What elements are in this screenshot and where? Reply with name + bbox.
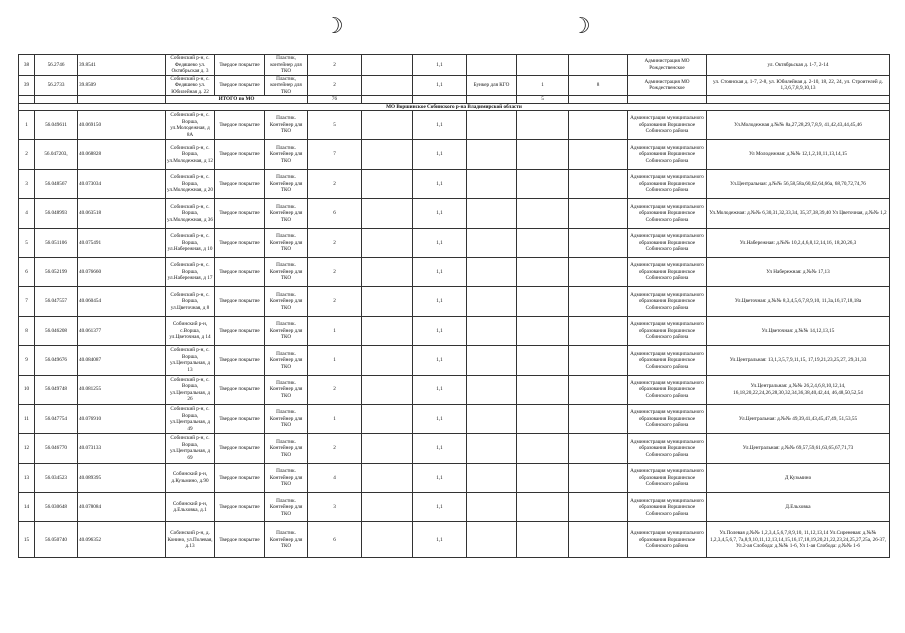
empty-cell (569, 346, 628, 375)
longitude-cell: 39.8541 (78, 55, 166, 76)
empty-cell (569, 404, 628, 433)
row-number-cell: 1 (19, 111, 35, 140)
empty-cell (362, 375, 413, 404)
longitude-cell: 40.078084 (78, 493, 166, 522)
latitude-cell: 56.047754 (35, 404, 78, 433)
empty-cell (517, 169, 569, 198)
container-count-cell: 2 (308, 169, 362, 198)
empty-cell (517, 111, 569, 140)
longitude-cell: 40.096352 (78, 522, 166, 558)
empty-cell (517, 316, 569, 345)
empty-cell (78, 96, 166, 104)
row-number-cell: 39 (19, 75, 35, 96)
address-cell: Собинский р-н, с. Ворша, ул.Цветочная, д 8 (166, 287, 215, 316)
container-count-cell: 2 (308, 375, 362, 404)
surface-cell: Твердое покрытие (215, 140, 265, 169)
owner-cell: Администрация муниципального образования Воршинское Собинского района (628, 199, 707, 228)
row-number-cell: 13 (19, 463, 35, 492)
served-houses-cell: Ул.Молодежная д.№№ 8а,27,28,29,7,8,9, 41,42,43,44,45,46 (707, 111, 890, 140)
container-volume-cell: 1,1 (413, 346, 467, 375)
owner-cell: Администрация муниципального образования Воршинское Собинского района (628, 375, 707, 404)
empty-cell (467, 404, 517, 433)
latitude-cell: 56.046208 (35, 316, 78, 345)
address-cell: Собинский р-н, с. Федяшево ул. Юбилейная д. 22 (166, 75, 215, 96)
address-cell: Собинский р-н, с. Федяшево ул. Октябрьская д. 3 (166, 55, 215, 76)
served-houses-cell: Ул.Набережная: д.№№ 10,2,4,6,8,12,14,16, 18,20,26,3 (707, 228, 890, 257)
container-volume-cell: 1,1 (413, 316, 467, 345)
row-number-cell: 5 (19, 228, 35, 257)
surface-cell: Твердое покрытие (215, 75, 265, 96)
container-type-cell: Пластик. Контейнер для ТКО (265, 522, 308, 558)
empty-cell (362, 493, 413, 522)
surface-cell: Твердое покрытие (215, 169, 265, 198)
served-houses-cell: Д.Ельховка (707, 493, 890, 522)
table-row (19, 55, 890, 76)
empty-cell (413, 96, 467, 104)
empty-cell (362, 316, 413, 345)
table-row (19, 169, 890, 198)
empty-cell (467, 169, 517, 198)
row-number-cell: 2 (19, 140, 35, 169)
container-volume-cell: 1,1 (413, 463, 467, 492)
container-volume-cell: 1,1 (413, 522, 467, 558)
longitude-cell: 40.076910 (78, 404, 166, 433)
row-number-cell: 3 (19, 169, 35, 198)
subtotal-count: 76 (308, 96, 362, 104)
extra-container-count-cell (517, 55, 569, 76)
empty-cell (467, 140, 517, 169)
latitude-cell: 56.050740 (35, 522, 78, 558)
empty-cell (467, 493, 517, 522)
latitude-cell: 56.051106 (35, 228, 78, 257)
table-row (19, 404, 890, 433)
latitude-cell: 56.034523 (35, 463, 78, 492)
container-count-cell: 5 (308, 111, 362, 140)
empty-cell (362, 463, 413, 492)
container-count-cell: 1 (308, 316, 362, 345)
container-count-cell: 4 (308, 463, 362, 492)
served-houses-cell: Ул.Центральная: д.№№ 49,39,41,43,45,47,49, 51,53,55 (707, 404, 890, 433)
container-type-cell: Пластик. Контейнер для ТКО (265, 228, 308, 257)
served-houses-cell: Ул.Центральная: д.№№ 69,57,59,61,63,65,67,71,73 (707, 434, 890, 463)
address-cell: Собинский р-н, с. Ворша, ул.Молодежная, д 36 (166, 199, 215, 228)
extra-container-volume-cell: 8 (569, 75, 628, 96)
container-type-cell: Пластик. Контейнер для ТКО (265, 287, 308, 316)
empty-cell (467, 228, 517, 257)
row-number-cell: 38 (19, 55, 35, 76)
served-houses-cell: Ул.Цветочная: д.№№ 14,12,13,15 (707, 316, 890, 345)
empty-cell (569, 434, 628, 463)
empty-cell (569, 493, 628, 522)
empty-cell (569, 111, 628, 140)
container-type-cell: Пластик. Контейнер для ТКО (265, 111, 308, 140)
container-type-cell: Пластик. Контейнер для ТКО (265, 434, 308, 463)
empty-cell (362, 287, 413, 316)
address-cell: Собинский р-н, д.Ельховка, д.1 (166, 493, 215, 522)
container-type-cell: Пластик. Контейнер для ТКО (265, 257, 308, 286)
empty-cell (467, 257, 517, 286)
owner-cell: Администрация муниципального образования Воршинское Собинского района (628, 316, 707, 345)
longitude-cell: 40.060454 (78, 287, 166, 316)
longitude-cell: 39.8509 (78, 75, 166, 96)
empty-cell (569, 140, 628, 169)
served-houses-cell: Ул.Молодежная: д.№№ 6,30,31,32,33,34, 35,37,38,39,40 Ул Цветочная, д.№№ 1,2 (707, 199, 890, 228)
owner-cell: Администрация муниципального образования Воршинское Собинского района (628, 287, 707, 316)
empty-cell (467, 316, 517, 345)
address-cell: Собинский р-н, с.Ворша, ул.Цветочная, д 14 (166, 316, 215, 345)
empty-cell (517, 228, 569, 257)
empty-cell (467, 346, 517, 375)
empty-cell (707, 96, 890, 104)
address-cell: Собинский р-н, с. Ворша, ул.Молодежная, д 20 (166, 169, 215, 198)
empty-cell (569, 228, 628, 257)
table-row (19, 522, 890, 558)
empty-cell (467, 375, 517, 404)
surface-cell: Твердое покрытие (215, 111, 265, 140)
empty-cell (517, 404, 569, 433)
row-number-cell: 9 (19, 346, 35, 375)
subtotal-extra-count: 5 (517, 96, 569, 104)
empty-cell (628, 96, 707, 104)
surface-cell: Твердое покрытие (215, 522, 265, 558)
container-volume-cell: 1,1 (413, 257, 467, 286)
empty-cell (362, 257, 413, 286)
row-number-cell: 4 (19, 199, 35, 228)
address-cell: Собинский р-н, с. Ворша, ул.Молодежная, д 12 (166, 140, 215, 169)
latitude-cell: 56.049611 (35, 111, 78, 140)
empty-cell (362, 140, 413, 169)
empty-cell (467, 463, 517, 492)
table-row (19, 375, 890, 404)
address-cell: Собинский р-н, с. Ворша, ул.Центральная, д 49 (166, 404, 215, 433)
container-count-cell: 2 (308, 228, 362, 257)
table-row (19, 199, 890, 228)
owner-cell: Администрация муниципального образования Воршинское Собинского района (628, 257, 707, 286)
empty-cell (569, 96, 628, 104)
empty-cell (362, 434, 413, 463)
longitude-cell: 40.069150 (78, 111, 166, 140)
container-volume-cell: 1,1 (413, 111, 467, 140)
empty-cell (569, 522, 628, 558)
empty-cell (362, 228, 413, 257)
served-houses-cell: Д Кузьмино (707, 463, 890, 492)
container-volume-cell: 1,1 (413, 404, 467, 433)
address-cell: Собинский р-н, с. Ворша, ул.Центральная, д 69 (166, 434, 215, 463)
container-type-cell: Пластик. Контейнер для ТКО (265, 316, 308, 345)
table-row (19, 463, 890, 492)
surface-cell: Твердое покрытие (215, 316, 265, 345)
waste-sites-table (18, 54, 890, 558)
owner-cell: Администрация МО Рождественское (628, 75, 707, 96)
container-volume-cell: 1,1 (413, 375, 467, 404)
empty-cell (467, 111, 517, 140)
empty-cell (517, 199, 569, 228)
empty-cell (517, 140, 569, 169)
extra-container-type-cell (467, 55, 517, 76)
latitude-cell: 56.046770 (35, 434, 78, 463)
binding-hole-mark-left: ☽ (324, 14, 344, 39)
container-type-cell: Пластик. Контейнер для ТКО (265, 404, 308, 433)
container-volume-cell: 1,1 (413, 228, 467, 257)
table-row (19, 316, 890, 345)
table-row (19, 257, 890, 286)
empty-cell (517, 493, 569, 522)
surface-cell: Твердое покрытие (215, 199, 265, 228)
empty-cell (569, 169, 628, 198)
row-number-cell: 8 (19, 316, 35, 345)
empty-cell (569, 199, 628, 228)
row-number-cell: 11 (19, 404, 35, 433)
surface-cell: Твердое покрытие (215, 257, 265, 286)
empty-cell (517, 522, 569, 558)
container-volume-cell: 1,1 (413, 434, 467, 463)
subtotal-row (19, 96, 890, 104)
empty-cell (362, 404, 413, 433)
address-cell: Собинский р-н, с. Ворша, ул.Набережная, д 17 (166, 257, 215, 286)
address-cell: Собинский р-н, с. Ворша, ул.Центральная, д 26 (166, 375, 215, 404)
empty-cell (19, 96, 35, 104)
container-count-cell: 1 (308, 346, 362, 375)
container-volume-cell: 1,1 (413, 75, 467, 96)
empty-cell (569, 316, 628, 345)
table-row (19, 75, 890, 96)
owner-cell: Администрация муниципального образования Воршинское Собинского района (628, 169, 707, 198)
address-cell: Собинский р-н, д.Кузьмино, д.90 (166, 463, 215, 492)
latitude-cell: 56.048993 (35, 199, 78, 228)
container-type-cell: Пластик, контейнер для ТКО (265, 75, 308, 96)
container-volume-cell: 1,1 (413, 199, 467, 228)
empty-cell (467, 199, 517, 228)
container-count-cell: 2 (308, 55, 362, 76)
container-type-cell: Пластик. Контейнер для ТКО (265, 346, 308, 375)
latitude-cell: 56.2733 (35, 75, 78, 96)
owner-cell: Администрация муниципального образования Воршинское Собинского района (628, 228, 707, 257)
empty-cell (362, 75, 413, 96)
container-count-cell: 2 (308, 257, 362, 286)
served-houses-cell: Ул Набережная: д.№№ 17,13 (707, 257, 890, 286)
table-row (19, 111, 890, 140)
latitude-cell: 56.049748 (35, 375, 78, 404)
container-volume-cell: 1,1 (413, 55, 467, 76)
extra-container-type-cell: Бункер для КГО (467, 75, 517, 96)
row-number-cell: 12 (19, 434, 35, 463)
surface-cell: Твердое покрытие (215, 463, 265, 492)
empty-cell (362, 55, 413, 76)
longitude-cell: 40.061377 (78, 316, 166, 345)
longitude-cell: 40.073034 (78, 169, 166, 198)
latitude-cell: 56.047203, (35, 140, 78, 169)
surface-cell: Твердое покрытие (215, 228, 265, 257)
empty-cell (35, 96, 78, 104)
row-number-cell: 10 (19, 375, 35, 404)
binding-hole-mark-right: ☽ (571, 14, 591, 39)
latitude-cell: 56.047557 (35, 287, 78, 316)
served-houses-cell: Ул.Полевая д.№№ 1,2,3,4,5,6,7,8,9,10, 11,12,13,14 Ул.Сиреневая: д.№№ 1,2,3,4,5,6,7, 7а,8,9,10,11,12,13,14,15,16,17,18,19,20,21,22,23,24,25,27,25а, 26-37, Ул.2-ая Слобода: д.№№ 1-6, Ул 1-ая Слобода: д.№№ 1-6 (707, 522, 890, 558)
row-number-cell: 7 (19, 287, 35, 316)
surface-cell: Твердое покрытие (215, 375, 265, 404)
longitude-cell: 40.063518 (78, 199, 166, 228)
container-count-cell: 2 (308, 75, 362, 96)
table-row (19, 493, 890, 522)
owner-cell: Администрация муниципального образования Воршинское Собинского района (628, 111, 707, 140)
empty-cell (362, 96, 413, 104)
served-houses-cell: Ул.Центральная: д.№№ 26,2,4,6,8,10,12,14, 16,18,20,22,24,26,28,30,32,34,36,38,40,42,44, 46,48,50,52,54 (707, 375, 890, 404)
section-title: МО Воршинское Собинского р-на Владимирской области (19, 103, 890, 111)
surface-cell: Твердое покрытие (215, 404, 265, 433)
longitude-cell: 40.075491 (78, 228, 166, 257)
empty-cell (517, 287, 569, 316)
empty-cell (569, 257, 628, 286)
owner-cell: Администрация муниципального образования Воршинское Собинского района (628, 522, 707, 558)
row-number-cell: 15 (19, 522, 35, 558)
container-type-cell: Пластик. Контейнер для ТКО (265, 169, 308, 198)
empty-cell (517, 375, 569, 404)
empty-cell (362, 522, 413, 558)
owner-cell: Администрация муниципального образования Воршинское Собинского района (628, 434, 707, 463)
empty-cell (362, 169, 413, 198)
owner-cell: Администрация МО Рождественское (628, 55, 707, 76)
empty-cell (362, 346, 413, 375)
container-volume-cell: 1,1 (413, 169, 467, 198)
surface-cell: Твердое покрытие (215, 346, 265, 375)
served-houses-cell: ул. Октябрьская д. 1-7, 2-14 (707, 55, 890, 76)
container-count-cell: 2 (308, 287, 362, 316)
container-count-cell: 3 (308, 493, 362, 522)
empty-cell (467, 522, 517, 558)
container-volume-cell: 1,1 (413, 493, 467, 522)
owner-cell: Администрация муниципального образования Воршинское Собинского района (628, 404, 707, 433)
longitude-cell: 40.068828 (78, 140, 166, 169)
table-row (19, 287, 890, 316)
empty-cell (517, 257, 569, 286)
table-row (19, 346, 890, 375)
served-houses-cell: ул. Стоянская д. 1-7, 2-8, ул. Юбилейная д. 2-10, 18, 22, 24, ул. Строителей д. 1,3,6,7,8,9,10,13 (707, 75, 890, 96)
empty-cell (467, 96, 517, 104)
container-count-cell: 7 (308, 140, 362, 169)
container-type-cell: Пластик. Контейнер для ТКО (265, 493, 308, 522)
longitude-cell: 40.073133 (78, 434, 166, 463)
owner-cell: Администрация муниципального образования Воршинское Собинского района (628, 493, 707, 522)
surface-cell: Твердое покрытие (215, 434, 265, 463)
address-cell: Собинский р-н, д. Конино, ул.Полевая, д.13 (166, 522, 215, 558)
latitude-cell: 56.049676 (35, 346, 78, 375)
latitude-cell: 56.030648 (35, 493, 78, 522)
address-cell: Собинский р-н, с. Ворша, ул.Молодежная, д 8А (166, 111, 215, 140)
empty-cell (517, 463, 569, 492)
surface-cell: Твердое покрытие (215, 55, 265, 76)
served-houses-cell: Ул.Центральная: д.№№ 56,58,58а,60,62,64,66а, 68,70,72,74,76 (707, 169, 890, 198)
latitude-cell: 56.048567 (35, 169, 78, 198)
container-type-cell: Пластик. Контейнер для ТКО (265, 199, 308, 228)
empty-cell (569, 463, 628, 492)
empty-cell (569, 287, 628, 316)
table-row (19, 140, 890, 169)
empty-cell (467, 287, 517, 316)
longitude-cell: 40.084087 (78, 346, 166, 375)
row-number-cell: 6 (19, 257, 35, 286)
served-houses-cell: Ул.Центральная: 13,1,3,5,7,9,11,15, 17,19,21,23,25,27, 29,31,33 (707, 346, 890, 375)
empty-cell (362, 111, 413, 140)
owner-cell: Администрация муниципального образования Воршинское Собинского района (628, 140, 707, 169)
container-type-cell: Пластик. Контейнер для ТКО (265, 375, 308, 404)
container-type-cell: Пластик. Контейнер для ТКО (265, 140, 308, 169)
container-count-cell: 2 (308, 434, 362, 463)
empty-cell (569, 375, 628, 404)
address-cell: Собинский р-н, с. Ворша, ул.Набережная, д 10 (166, 228, 215, 257)
container-count-cell: 6 (308, 199, 362, 228)
container-volume-cell: 1,1 (413, 140, 467, 169)
surface-cell: Твердое покрытие (215, 287, 265, 316)
empty-cell (517, 434, 569, 463)
served-houses-cell: Ул.Цветочная: д.№№ 8,3,4,5,6,7,8,9,10, 11,3а,16,17,18,18а (707, 287, 890, 316)
latitude-cell: 56.052199 (35, 257, 78, 286)
longitude-cell: 40.076660 (78, 257, 166, 286)
container-type-cell: Пластик, контейнер для ТКО (265, 55, 308, 76)
section-header-row (19, 103, 890, 111)
container-type-cell: Пластик. Контейнер для ТКО (265, 463, 308, 492)
extra-container-count-cell: 1 (517, 75, 569, 96)
container-count-cell: 6 (308, 522, 362, 558)
row-number-cell: 14 (19, 493, 35, 522)
container-volume-cell: 1,1 (413, 287, 467, 316)
empty-cell (517, 346, 569, 375)
empty-cell (467, 434, 517, 463)
table-row (19, 228, 890, 257)
owner-cell: Администрация муниципального образования Воршинское Собинского района (628, 346, 707, 375)
surface-cell: Твердое покрытие (215, 493, 265, 522)
longitude-cell: 40.089395 (78, 463, 166, 492)
served-houses-cell: Ул Молодежная: д.№№ 12,1,2,10,11,13,14,15 (707, 140, 890, 169)
address-cell: Собинский р-н, с. Ворша, ул.Центральная, д 13 (166, 346, 215, 375)
table-row (19, 434, 890, 463)
latitude-cell: 56.2746 (35, 55, 78, 76)
extra-container-volume-cell (569, 55, 628, 76)
empty-cell (362, 199, 413, 228)
longitude-cell: 40.081255 (78, 375, 166, 404)
owner-cell: Администрация муниципального образования Воршинское Собинского района (628, 463, 707, 492)
container-count-cell: 1 (308, 404, 362, 433)
subtotal-label: ИТОГО по МО (166, 96, 308, 104)
